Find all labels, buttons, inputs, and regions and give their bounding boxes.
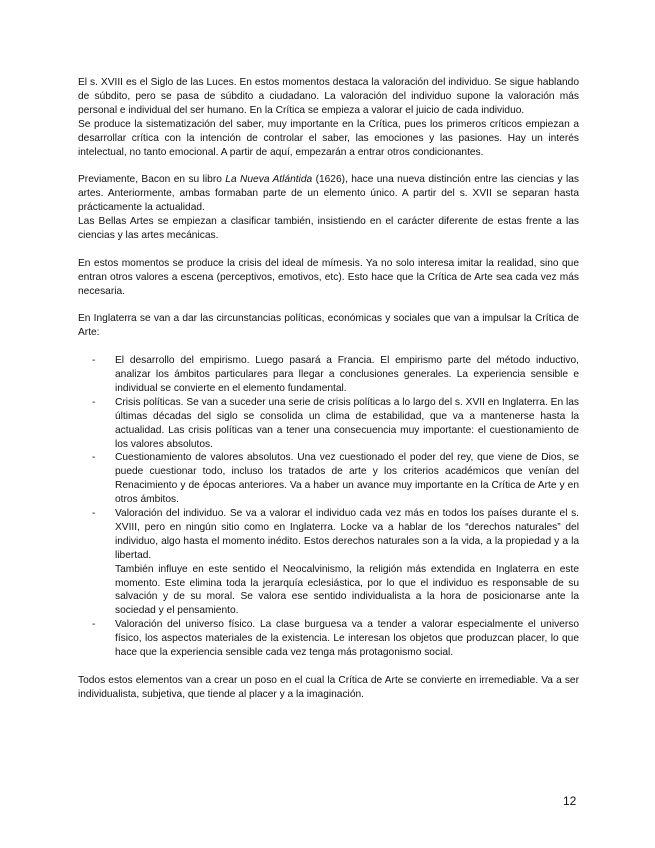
bullet-dash: - [92,508,96,520]
bullet-dash: - [92,396,96,408]
text-run: Previamente, Bacon en su libro [78,174,226,186]
paragraph [78,173,579,215]
list-item-continuation: También influye en este sentido el Neocalvinismo, la religión más extendida en Inglaterra en este momento. Este elimina toda la jerarquía eclesiástica, por lo que el individuo es responsable de su salvación y de su moral. Se valora ese sentido individualista a la hora de posicionarse ante la sociedad y el pensamiento. [115,563,579,617]
paragraph: En Inglaterra se van a dar las circunstancias políticas, económicas y sociales que van a impulsar la Crítica de Arte: [78,313,579,339]
list-item [78,618,579,660]
book-title: La Nueva Atlántida [225,174,313,186]
paragraph: Todos estos elementos van a crear un poso en el cual la Crítica de Arte se convierte en irremediable. Va a ser individualista, subjetiva, que tiende al placer y a la imaginación. [78,674,579,700]
bullet-list [78,354,579,660]
paragraph: Se produce la sistematización del saber, muy importante en la Crítica, pues los primeros críticos empiezan a desarrollar crítica con la intención de controlar el saber, las emociones y las pasiones. Hay un interés intelectual, no tanto emocional. A partir de aquí, empezarán a entrar otros condicionantes. [78,118,579,158]
paragraph: Las Bellas Artes se empiezan a clasificar también, insistiendo en el carácter diferente de estas frente a las ciencias y las artes mecánicas. [78,216,579,241]
list-item-text: Cuestionamiento de valores absolutos. Una vez cuestionado el poder del rey, que viene de Dios, se puede cuestionar todo, incluso los tratados de arte y los criterios académicos que venían del Renacimiento y de épocas anteriores. Va a haber un avance muy importante en la Crítica de Arte y en otros ámbitos. [115,452,579,506]
list-item [78,451,579,507]
list-item [78,396,579,452]
list-item-text: Valoración del individuo. Se va a valorar el individuo cada vez más en todos los países durante el s. XVIII, pero en ningún sitio como en Inglaterra. Locke va a hablar de los “derechos naturales” del individuo, algo hasta el momento inédito. Estos derechos naturales son a la vida, a la propiedad y a la libertad. [115,508,579,561]
bullet-dash: - [92,355,96,367]
paragraph: El s. XVIII es el Siglo de las Luces. En estos momentos destaca la valoración del individuo. Se sigue hablando de súbdito, pero se pasa de súbdito a ciudadano. La valoración del individuo supone la valoración más personal e individual del ser humano. En la Crítica se empieza a valorar el juicio de cada individuo. [78,77,579,116]
page-number: 12 [563,794,577,808]
text-run: (1626), hace una nueva distinción entre las ciencias y las artes. Anteriormente, ambas formaban parte de un elemento único. A partir del s. XVII se separan hasta prácticamente la actualidad. [78,174,579,214]
bullet-dash: - [92,452,96,464]
bullet-dash: - [92,619,96,631]
list-item-text: Valoración del universo físico. La clase burguesa va a tender a valorar especialmente el universo físico, los aspectos materiales de la existencia. Le interesan los objetos que produzcan placer, lo que hace que la experiencia sensible cada vez tenga más protagonismo social. [115,619,579,659]
document-body [78,76,579,702]
list-item [78,354,579,396]
list-item [78,507,579,618]
list-item-text: Crisis políticas. Se van a suceder una serie de crisis políticas a lo largo del s. XVII en Inglaterra. En las últimas décadas del siglo se consolida un clima de estabilidad, que va a mantenerse hasta la actualidad. Las crisis políticas van a tener una consecuencia muy importante: el cuestionamiento de los valores absolutos. [115,396,579,450]
list-item-text: El desarrollo del empirismo. Luego pasará a Francia. El empirismo parte del método inductivo, analizar los ámbitos particulares para llegar a conclusiones generales. La experiencia sensible e individual se convierte en el elemento fundamental. [115,355,579,394]
paragraph: En estos momentos se produce la crisis del ideal de mímesis. Ya no solo interesa imitar la realidad, sino que entran otros valores a escena (perceptivos, emotivos, etc). Esto hace que la Crítica de Arte sea cada vez más necesaria. [78,257,579,297]
